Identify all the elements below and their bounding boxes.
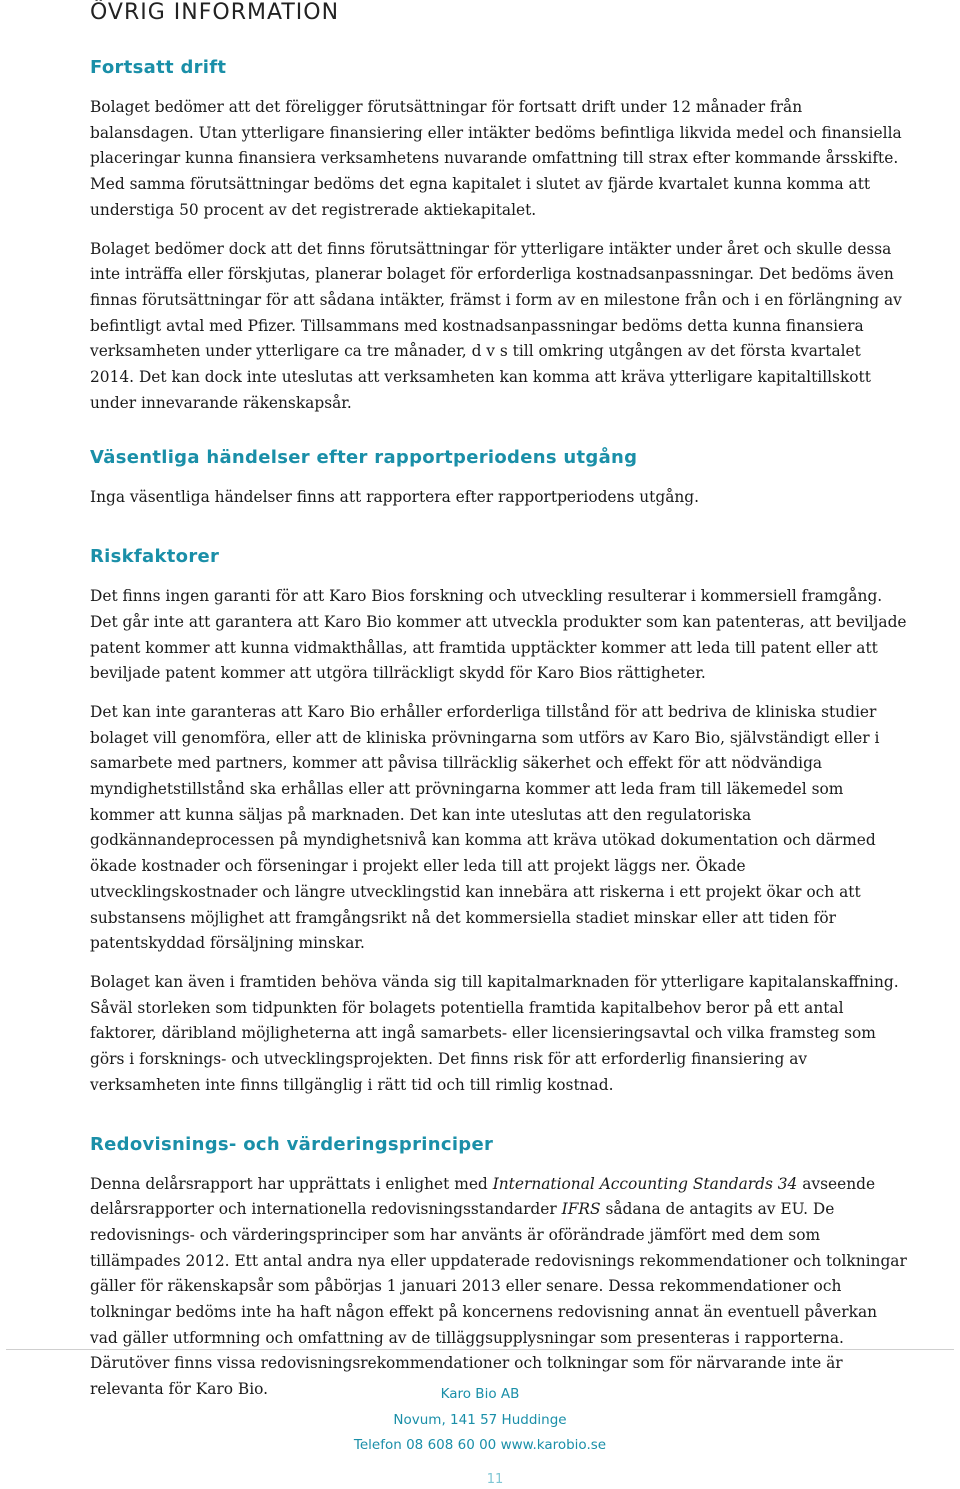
- section-heading-redovisningsprinciper: Redovisnings- och värderingsprinciper: [90, 1133, 494, 1155]
- page-number: 11: [486, 1472, 504, 1487]
- paragraph: Det kan inte garanteras att Karo Bio erhåller erforderliga tillstånd för att bedriva de kliniska studier bolaget vill genomföra, eller att de kliniska prövningarna som utförs av Karo Bio, självständigt eller i samarbete med partners, kommer att påvisa tillräcklig säkerhet och effekt för att nödvändiga myndighetstillstånd ska erhållas eller att prövningarna kommer att leda fram till läkemedel som kommer att kunna säljas på marknaden. Det kan inte uteslutas att den regulatoriska godkännandeprocessen på myndighetsnivå kan komma att kräva utökad dokumentation och därmed ökade kostnader och förseningar i projekt eller leda till att projekt läggs ner. Ökade utvecklingskostnader och längre utvecklingstid kan innebära att riskerna i ett projekt ökar och att substansens möjlighet att framgångsrikt nå det kommersiella stadiet minskar eller att tiden för patentskyddad försäljning minskar.: [90, 702, 880, 953]
- section-vasentliga-handelser: [90, 445, 908, 511]
- text-run-italic: IFRS: [561, 1200, 601, 1219]
- paragraph: [90, 1172, 908, 1403]
- text-run: avseende delårsrapporter och internationella redovisningsstandarder: [90, 1174, 876, 1219]
- footer-contact: Telefon 08 608 60 00 www.karobio.se: [353, 1437, 607, 1453]
- text-run: Denna delårsrapport har upprättats i enlighet med: [90, 1174, 493, 1193]
- page-title: ÖVRIG INFORMATION: [90, 0, 340, 25]
- footer-address: Novum, 141 57 Huddinge: [393, 1411, 567, 1428]
- footer: [0, 1382, 960, 1459]
- footer-company: Karo Bio AB: [440, 1386, 520, 1402]
- paragraph: Bolaget bedömer dock att det finns förutsättningar för ytterligare intäkter under året och skulle dessa inte inträffa eller förskjutas, planerar bolaget för erforderliga kostnadsanpassningar. Det bedöms även finnas förutsättningar för att sådana intäkter, främst i form av en milestone från och i en förlängning av befintligt avtal med Pfizer. Tillsammans med kostnadsanpassningar bedöms detta kunna finansiera verksamheten under ytterligare ca tre månader, d v s till omkring utgången av det första kvartalet 2014. Det kan dock inte uteslutas att verksamheten kan komma att kräva ytterligare kapitaltillskott under innevarande räkenskapsår.: [90, 239, 902, 412]
- paragraph: Det finns ingen garanti för att Karo Bios forskning och utveckling resulterar i kommersiell framgång. Det går inte att garantera att Karo Bio kommer att utveckla produkter som kan patenteras, att beviljade patent kommer att kunna vidmakthållas, att framtida upptäckter kommer att leda till patent eller att beviljade patent kommer att utgöra tillräckligt skydd för Karo Bios rättigheter.: [90, 587, 907, 683]
- section-heading-fortsatt-drift: Fortsatt drift: [90, 57, 227, 78]
- paragraph: Inga väsentliga händelser finns att rapportera efter rapportperiodens utgång.: [90, 488, 700, 507]
- section-redovisningsprinciper: [90, 1132, 908, 1403]
- main-content: [90, 55, 908, 1416]
- text-run: sådana de antagits av EU. De redovisnings- och värderingsprinciper som har använts är oförändrade jämfört med dem som tillämpades 2012. Ett antal andra nya eller uppdaterade redovisnings rekommendationer och tolkningar gäller för räkenskapsår som påbörjas 1 januari 2013 eller senare. Dessa rekommendationer och tolkningar bedöms inte ha haft någon effekt på koncernens redovisning annat än eventuell påverkan vad gäller utformning och omfattning av de tilläggsupplysningar som presenteras i rapporterna. Därutöver finns vissa redovisningsrekommendationer och tolkningar som för närvarande inte är relevanta för Karo Bio.: [90, 1200, 907, 1399]
- footer-divider: [6, 1349, 954, 1350]
- section-heading-riskfaktorer: Riskfaktorer: [90, 546, 220, 568]
- section-fortsatt-drift: [90, 55, 908, 416]
- paragraph: Bolaget kan även i framtiden behöva vända sig till kapitalmarknaden för ytterligare kapitalanskaffning. Såväl storleken som tidpunkten för bolagets potentiella framtida kapitalbehov beror på ett antal faktorer, däribland möjligheterna att ingå samarbets- eller licensieringsavtal och vilka framsteg som görs i forsknings- och utvecklingsprojekten. Det finns risk för att erforderlig finansiering av verksamheten inte finns tillgänglig i rätt tid och till rimlig kostnad.: [90, 972, 899, 1094]
- section-heading-vasentliga-handelser: Väsentliga händelser efter rapportperiodens utgång: [90, 447, 638, 469]
- section-riskfaktorer: [90, 544, 908, 1098]
- paragraph: Bolaget bedömer att det föreligger förutsättningar för fortsatt drift under 12 månader från balansdagen. Utan ytterligare finansiering eller intäkter bedöms befintliga likvida medel och finansiella placeringar kunna finansiera verksamhetens nuvarande omfattning till strax efter kommande årsskifte. Med samma förutsättningar bedöms det egna kapitalet i slutet av fjärde kvartalet kunna komma att understiga 50 procent av det registrerade aktiekapitalet.: [90, 98, 902, 219]
- text-run-italic: International Accounting Standards 34: [492, 1174, 798, 1193]
